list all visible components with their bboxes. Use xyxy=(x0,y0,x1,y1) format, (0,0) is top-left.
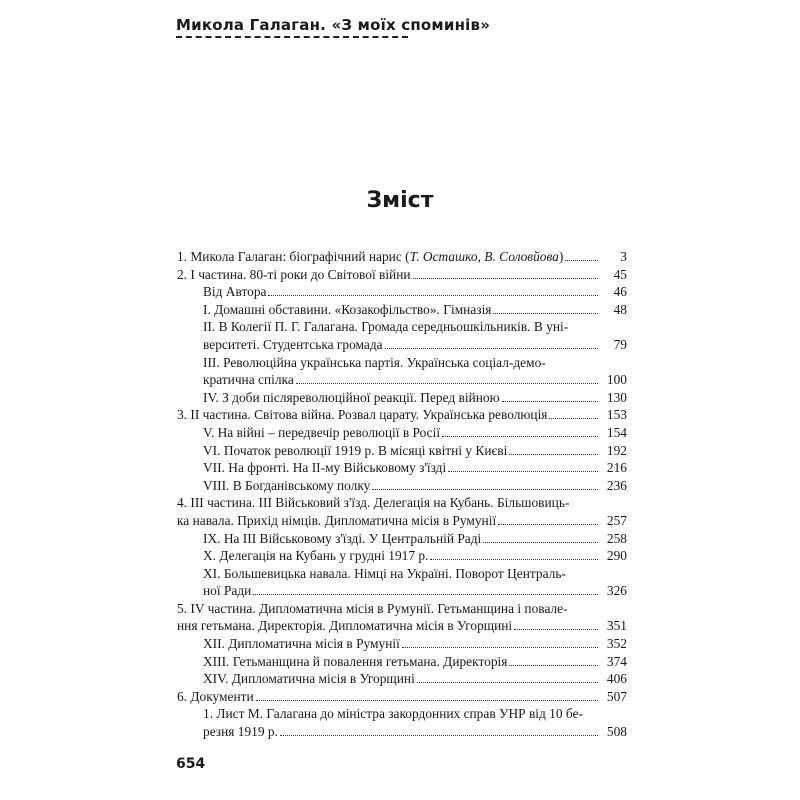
toc-entry-text: 3. ІІ частина. Світова війна. Розвал царату. Українська революція xyxy=(177,407,548,423)
toc-entry-text: 1. Лист М. Галагана до міністра закордонних справ УНР від 10 бе- xyxy=(203,706,583,722)
toc-page-number: 153 xyxy=(606,407,627,423)
dot-leader xyxy=(483,542,598,543)
page-number: 654 xyxy=(176,756,206,772)
toc-page-number: 45 xyxy=(613,266,627,282)
dot-leader xyxy=(256,700,598,701)
toc-page-number: 154 xyxy=(606,424,627,440)
toc-entry xyxy=(177,547,627,565)
toc-entry-text: IX. На ІІІ Військовому з'їзді. У Центральній Раді xyxy=(203,530,482,546)
toc-entry xyxy=(177,459,627,477)
toc-page-number: 48 xyxy=(613,301,627,317)
toc-page-number: 374 xyxy=(606,653,627,669)
dot-leader xyxy=(385,348,598,349)
toc-page-number: 326 xyxy=(606,583,627,599)
toc-entry-text: 1. Микола Галаган: біографічний нарис (Т. Осташко, В. Соловйова) xyxy=(177,249,564,264)
toc-entry-text: I. Домашні обставини. «Козакофільство». Гімназія xyxy=(203,301,492,317)
toc-entry xyxy=(177,389,627,407)
dot-leader xyxy=(502,401,598,402)
toc-entry-text: IV. З доби післяреволюційної реакції. Перед війною xyxy=(203,389,500,405)
toc-entry xyxy=(177,705,627,740)
toc-entry xyxy=(177,565,627,600)
toc-entry-text: резня 1919 р. xyxy=(203,724,278,740)
toc-entry-text: Від Автора xyxy=(203,284,267,300)
toc-entry-text: VI. Початок революції 1919 р. В місяці квітні у Києві xyxy=(203,442,508,458)
toc-entry xyxy=(177,354,627,389)
dot-leader xyxy=(509,454,598,455)
dot-leader xyxy=(372,489,598,490)
toc-entry xyxy=(177,477,627,495)
toc-page-number: 258 xyxy=(606,530,627,546)
toc-page-number: 192 xyxy=(606,442,627,458)
toc-entry xyxy=(177,530,627,548)
dot-leader xyxy=(268,295,598,296)
dot-leader xyxy=(442,436,598,437)
dot-leader xyxy=(296,383,598,384)
toc-page-number: 130 xyxy=(606,389,627,405)
dot-leader xyxy=(509,665,598,666)
toc-page-number: 508 xyxy=(606,724,627,740)
toc-entry xyxy=(177,442,627,460)
toc-entry xyxy=(177,406,627,424)
dot-leader xyxy=(498,524,598,525)
dot-leader xyxy=(565,260,598,261)
toc-page-number: 290 xyxy=(606,548,627,564)
dot-leader xyxy=(549,418,598,419)
toc-page-number: 257 xyxy=(606,512,627,528)
toc-page-number: 352 xyxy=(606,636,627,652)
toc-entry xyxy=(177,653,627,671)
toc-entry xyxy=(177,318,627,353)
dot-leader xyxy=(514,629,598,630)
toc-entry-text: 4. ІІІ частина. ІІІ Військовий з'їзд. Делегація на Кубань. Більшовиць- xyxy=(177,495,570,511)
toc-entry-text: кратична спілка xyxy=(203,372,294,388)
toc-entry-text: XIV. Дипломатична місія в Угорщині xyxy=(203,671,415,687)
toc-entry-text: верситеті. Студентська громада xyxy=(203,336,383,352)
dot-leader xyxy=(280,735,598,736)
toc-entry-text: XIII. Гетьманщина й повалення гетьмана. Директорія xyxy=(203,653,508,669)
table-of-contents xyxy=(177,248,627,741)
toc-entry-text: V. На війні – передвечір революції в Росії xyxy=(203,424,441,440)
toc-page-number: 79 xyxy=(613,336,627,352)
toc-entry xyxy=(177,266,627,284)
toc-entry-text: III. Революційна українська партія. Українська соціал-демо- xyxy=(203,354,546,370)
dot-leader xyxy=(402,647,598,648)
toc-entry-text: XII. Дипломатична місія в Румунії xyxy=(203,636,400,652)
toc-entry-text: X. Делегація на Кубань у грудні 1917 р. xyxy=(203,548,429,564)
toc-entry xyxy=(177,424,627,442)
toc-entry-text: 2. І частина. 80-ті роки до Світової війни xyxy=(177,266,411,282)
toc-page-number: 406 xyxy=(606,671,627,687)
dot-leader xyxy=(417,682,598,683)
toc-page-number: 100 xyxy=(606,372,627,388)
running-head-rule xyxy=(176,36,408,38)
toc-entry xyxy=(177,600,627,635)
toc-entry-text: II. В Колегії П. Г. Галагана. Громада середньошкільників. В уні- xyxy=(203,319,569,335)
toc-entry-text: 6. Документи xyxy=(177,688,254,704)
toc-entry xyxy=(177,248,627,266)
toc-page-number: 236 xyxy=(606,477,627,493)
toc-page-number: 507 xyxy=(606,688,627,704)
toc-page-number: 351 xyxy=(606,618,627,634)
toc-entry-text: VIII. В Богданівському полку xyxy=(203,477,371,493)
dot-leader xyxy=(493,313,598,314)
dot-leader xyxy=(448,471,598,472)
dot-leader xyxy=(253,594,598,595)
toc-page-number: 216 xyxy=(606,460,627,476)
dot-leader xyxy=(430,559,598,560)
toc-page-number: 46 xyxy=(613,284,627,300)
toc-entry xyxy=(177,670,627,688)
toc-entry xyxy=(177,688,627,706)
toc-page-number: 3 xyxy=(620,249,627,264)
toc-entry-text: XI. Большевицька навала. Німці на Україні. Поворот Централь- xyxy=(203,565,566,581)
toc-entry-text: 5. IV частина. Дипломатична місія в Румунії. Гетьманщина і повале- xyxy=(177,600,568,616)
toc-entry xyxy=(177,494,627,529)
toc-entry-text: ної Ради xyxy=(203,583,252,599)
toc-entry xyxy=(177,635,627,653)
toc-entry xyxy=(177,301,627,319)
page-title: Зміст xyxy=(366,188,434,213)
toc-entry-text: VII. На фронті. На ІІ-му Військовому з'їзді xyxy=(203,460,447,476)
toc-entry-text: ка навала. Прихід німців. Дипломатична місія в Румунії xyxy=(177,512,497,528)
toc-entry xyxy=(177,283,627,301)
toc-entry-text: ння гетьмана. Директорія. Дипломатична місія в Угорщині xyxy=(177,618,513,634)
running-head: Микола Галаган. «З моїх споминів» xyxy=(176,16,491,34)
dot-leader xyxy=(413,278,598,279)
